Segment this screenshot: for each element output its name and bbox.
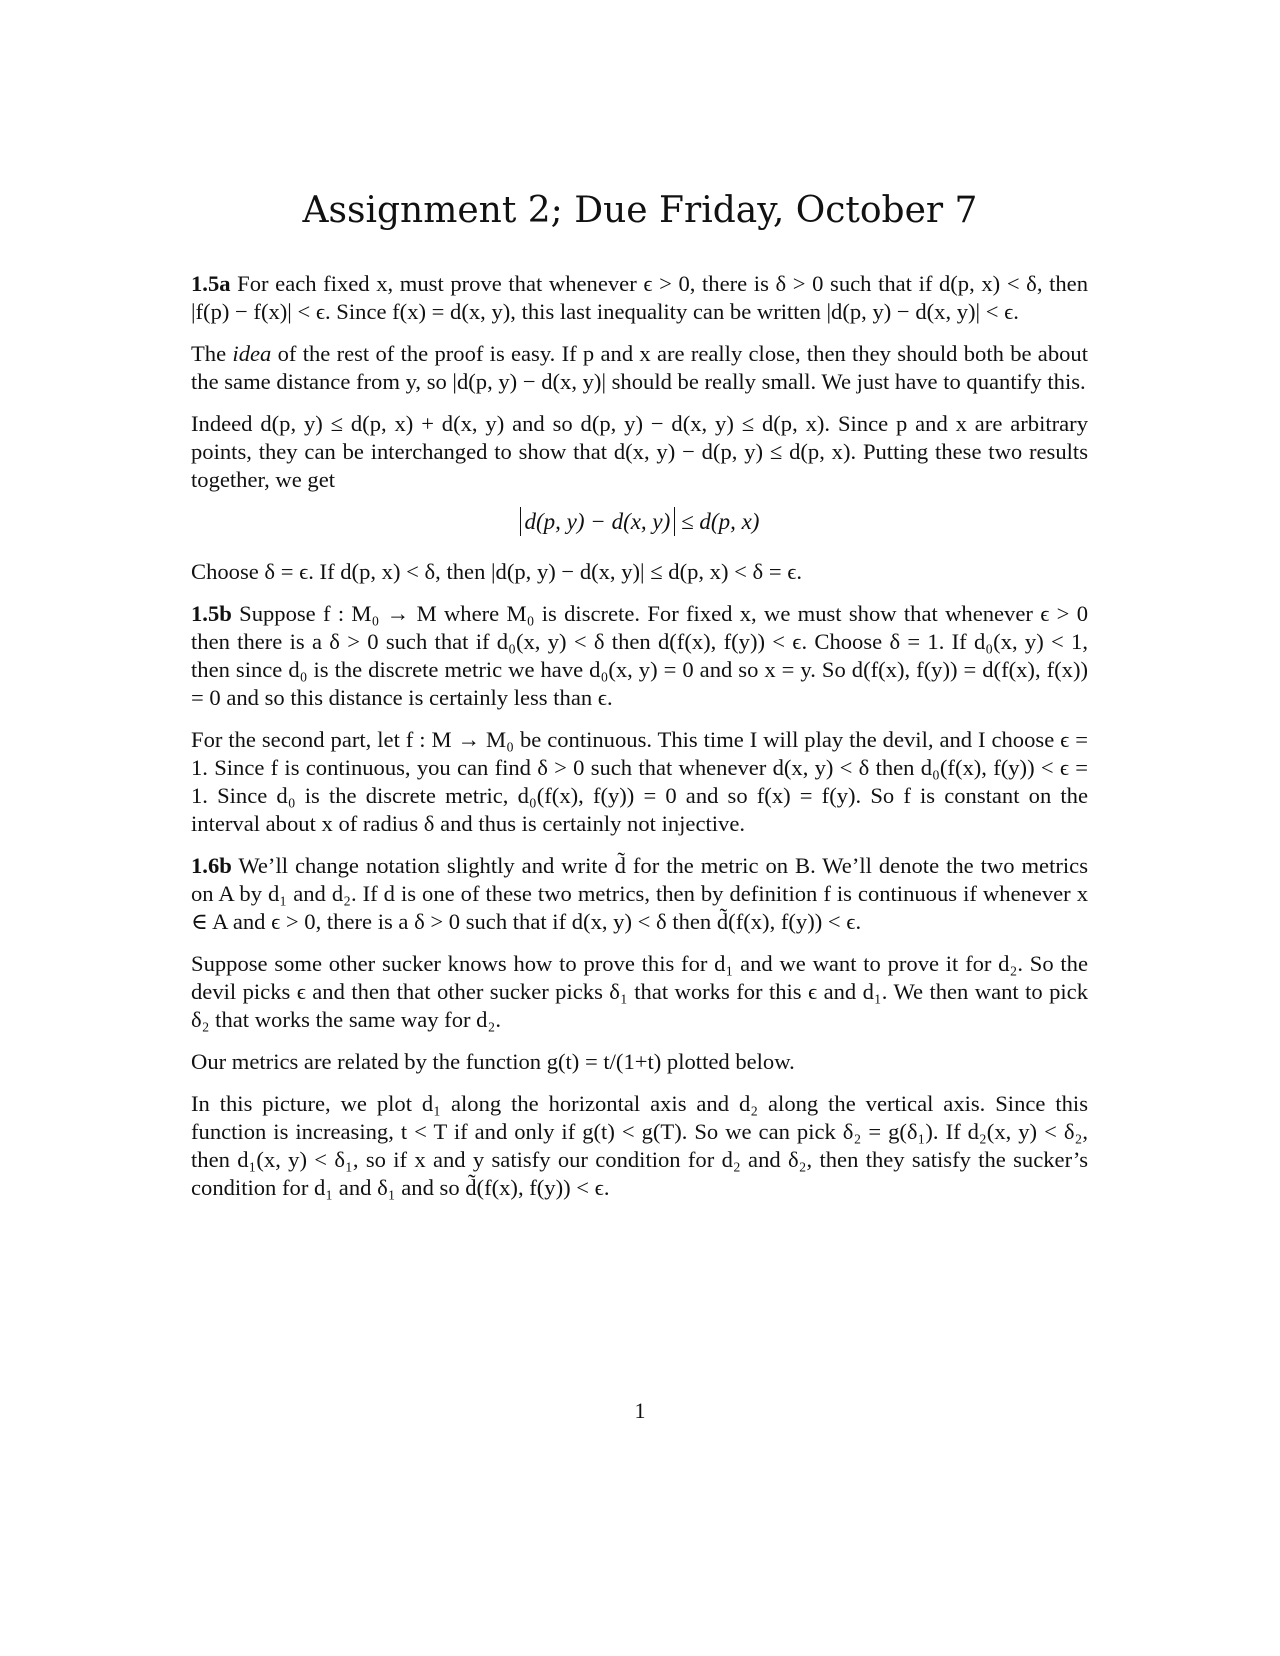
paragraph-1-5a: [191, 270, 1088, 326]
display-equation: [191, 508, 1088, 536]
paragraph-1-6b: [191, 852, 1088, 936]
paragraph-text: For each fixed x, must prove that whenever ϵ > 0, there is δ > 0 such that if d(p, x) < δ, then |f(p) − f(x)| < ϵ. Since f(x) = d(x, y), this last inequality can be written |d(p, y) − d(x, y)| < ϵ.: [191, 271, 1088, 324]
paragraph-text: The: [191, 341, 227, 366]
paragraph-sucker: Suppose some other sucker knows how to prove this for d₁ and we want to prove it for d₂. So the devil picks ϵ and then that other sucker picks δ₁ that works for this ϵ and d₁. We then want to pick δ₂ that works the same way for d₂.: [191, 951, 1088, 1032]
problem-label: 1.5b: [191, 601, 232, 626]
equation-rhs: ≤ d(p, x): [681, 509, 760, 534]
paragraph-1-5b: [191, 600, 1088, 712]
paragraph-second-part: For the second part, let f : M → M₀ be continuous. This time I will play the devil, and I choose ϵ = 1. Since f is continuous, you can find δ > 0 such that whenever d(x, y) < δ then d₀(f(x), f(y)) < ϵ = 1. Since d₀ is the discrete metric, d₀(f(x), f(y)) = 0 and so f(x) = f(y). So f is constant on the interval about x of radius δ and thus is certainly not injective.: [191, 727, 1088, 836]
paragraph-text: We’ll change notation slightly and write d̃ for the metric on B. We’ll denote the two metrics on A by d₁ and d₂. If d is one of these two metrics, then by definition f is continuous if whenever x ∈ A and ϵ > 0, there is a δ > 0 such that if d(x, y) < δ then d̃(f(x), f(y)) < ϵ.: [191, 853, 1088, 934]
absolute-value: d(p, y) − d(x, y): [520, 507, 676, 536]
problem-label: 1.6b: [191, 853, 232, 878]
problem-label: 1.5a: [191, 271, 231, 296]
paragraph-idea: [191, 340, 1088, 396]
page-number: 1: [634, 1398, 646, 1423]
paragraph-picture: In this picture, we plot d₁ along the horizontal axis and d₂ along the vertical axis. Since this function is increasing, t < T if and only if g(t) < g(T). So we can pick δ₂ = g(δ₁). If d₂(x, y) < δ₂, then d₁(x, y) < δ₁, so if x and y satisfy our condition for d₂ and δ₂, then they satisfy the sucker’s condition for d₁ and δ₁ and so d̃(f(x), f(y)) < ϵ.: [191, 1091, 1088, 1200]
emphasis: idea: [232, 341, 272, 366]
document-body: [191, 270, 1088, 1216]
page-title: Assignment 2; Due Friday, October 7: [302, 190, 978, 231]
paragraph-choose: Choose δ = ϵ. If d(p, x) < δ, then |d(p, y) − d(x, y)| ≤ d(p, x) < δ = ϵ.: [191, 559, 803, 584]
paragraph-text: Suppose f : M₀ → M where M₀ is discrete. For fixed x, we must show that whenever ϵ > 0 then there is a δ > 0 such that if d₀(x, y) < δ then d(f(x), f(y)) < ϵ. Choose δ = 1. If d₀(x, y) < 1, then since d₀ is the discrete metric we have d₀(x, y) = 0 and so x = y. So d(f(x), f(y)) = d(f(x), f(x)) = 0 and so this distance is certainly less than ϵ.: [191, 601, 1088, 710]
paragraph-metrics: Our metrics are related by the function g(t) = t/(1+t) plotted below.: [191, 1049, 795, 1074]
paragraph-indeed: Indeed d(p, y) ≤ d(p, x) + d(x, y) and so d(p, y) − d(x, y) ≤ d(p, x). Since p and x are arbitrary points, they can be interchanged to show that d(x, y) − d(p, y) ≤ d(p, x). Putting these two results together, we get: [191, 411, 1088, 492]
paragraph-text: of the rest of the proof is easy. If p and x are really close, then they should both be about the same distance from y, so |d(p, y) − d(x, y)| should be really small. We just have to quantify this.: [191, 341, 1088, 394]
